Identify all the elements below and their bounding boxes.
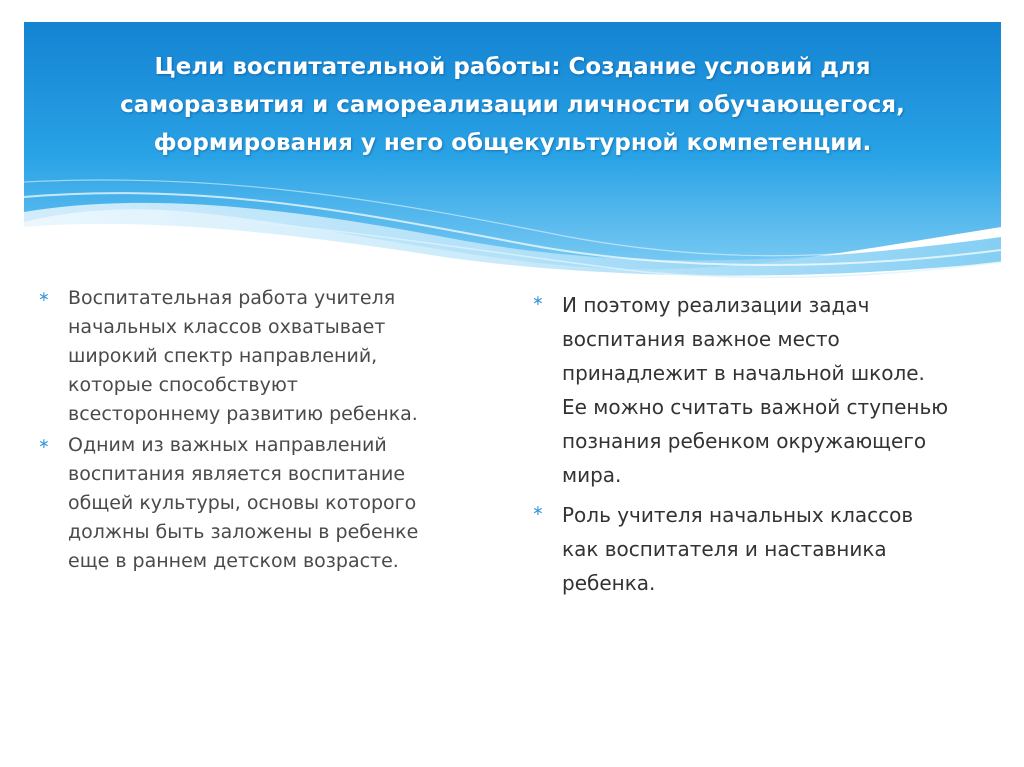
list-item xyxy=(532,498,952,600)
right-item-text: Роль учителя начальных классов как воспитателя и наставника ребенка. xyxy=(562,503,914,595)
asterisk-bullet-icon: ∗ xyxy=(38,289,50,305)
right-item-text: И поэтому реализации задач воспитания важное место принадлежит в начальной школе. Ее можно считать важной ступенью познания ребенком окружающего мира. xyxy=(562,293,949,487)
list-item xyxy=(532,288,952,492)
slide-title: Цели воспитательной работы: Создание условий для саморазвития и самореализации личности обучающегося, формирования у него общекультурной компетенции. xyxy=(120,54,905,156)
asterisk-bullet-icon: ∗ xyxy=(532,503,544,519)
slide xyxy=(24,22,1001,743)
left-item-text: Воспитательная работа учителя начальных классов охватывает широкий спектр направлений, которые способствуют всестороннему развитию ребенка. xyxy=(68,287,418,425)
left-column xyxy=(38,284,448,578)
list-item xyxy=(38,431,448,576)
right-column xyxy=(532,288,952,606)
asterisk-bullet-icon: ∗ xyxy=(38,436,50,452)
asterisk-bullet-icon: ∗ xyxy=(532,293,544,309)
left-item-text: Одним из важных направлений воспитания является воспитание общей культуры, основы которого должны быть заложены в ребенке еще в раннем детском возрасте. xyxy=(68,434,419,572)
list-item xyxy=(38,284,448,429)
